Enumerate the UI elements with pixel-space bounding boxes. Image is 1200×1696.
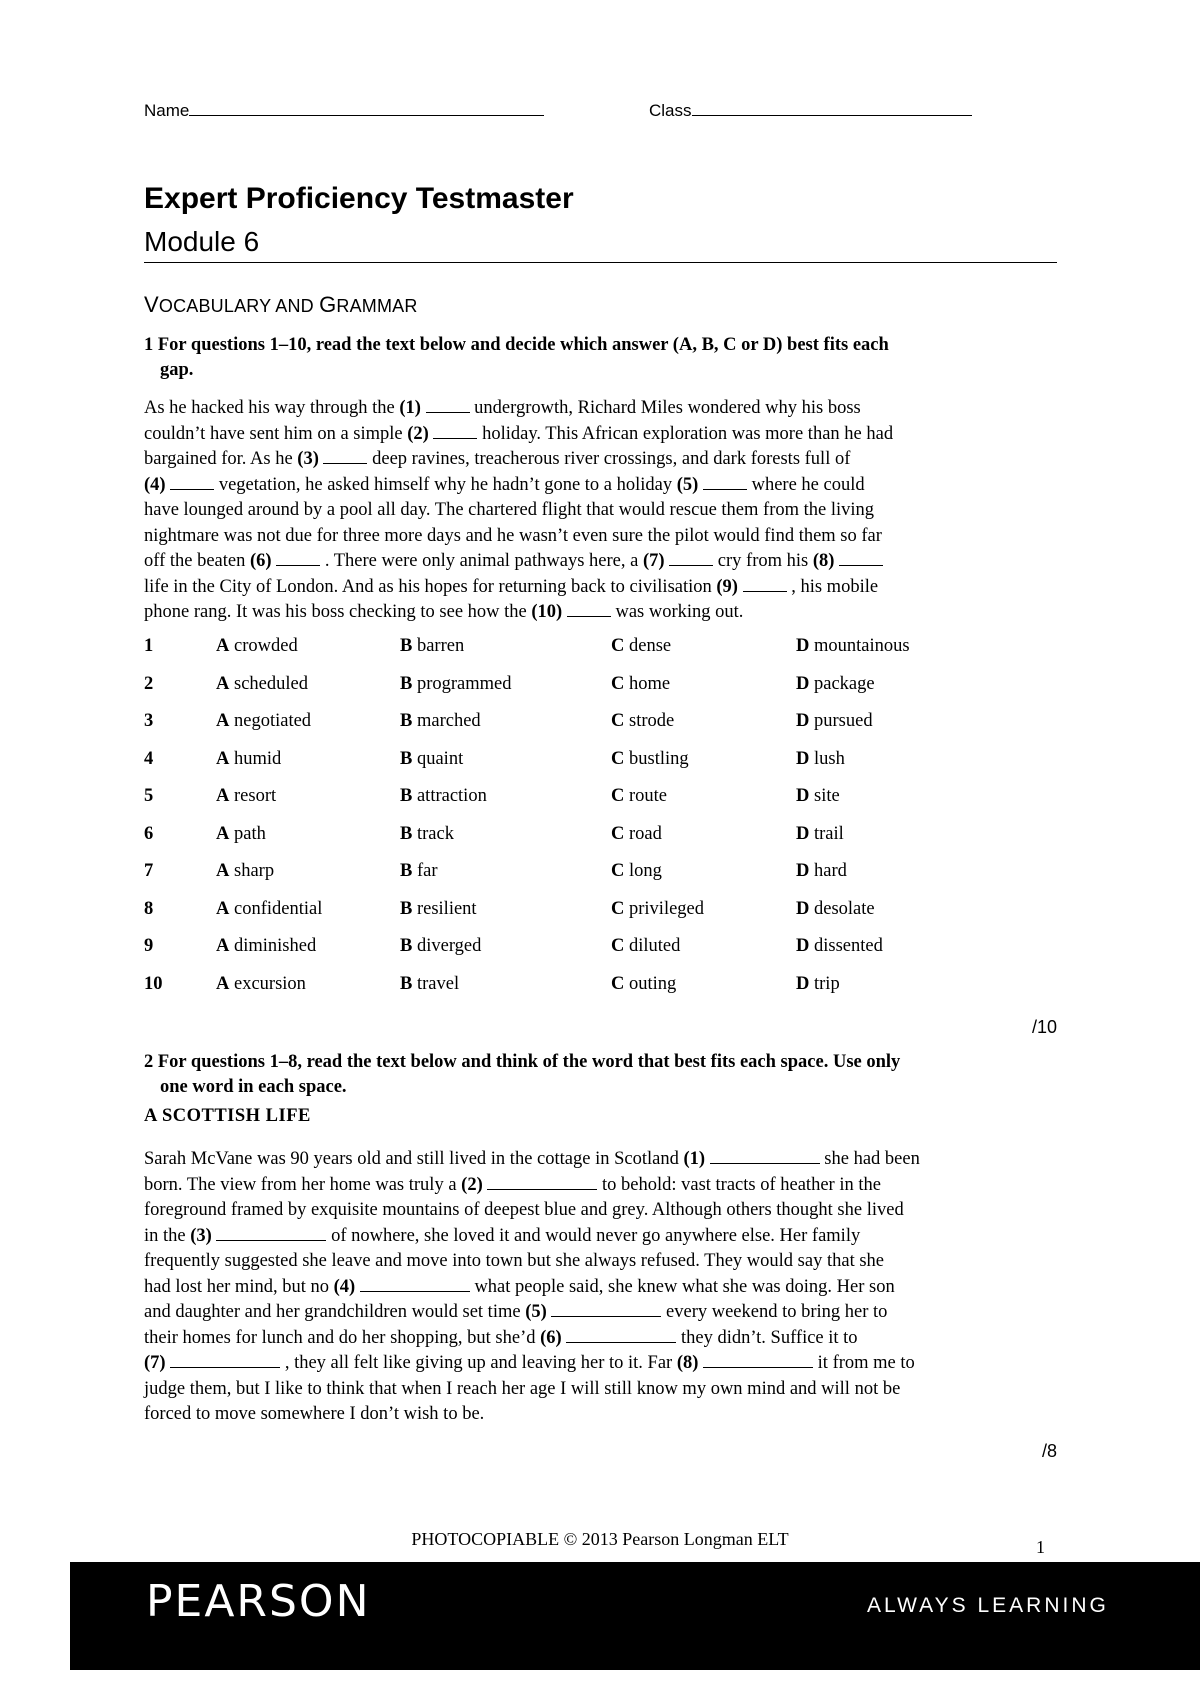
option-d[interactable]: D pursued <box>796 711 873 731</box>
gap-5[interactable] <box>703 474 747 490</box>
gap-7[interactable] <box>170 1352 280 1368</box>
option-d[interactable]: D package <box>796 673 875 694</box>
option-a[interactable]: A diminished <box>216 936 317 956</box>
gap-10[interactable] <box>567 601 611 617</box>
option-a[interactable]: A path <box>216 823 266 844</box>
class-field[interactable] <box>692 101 972 116</box>
option-a[interactable]: A scheduled <box>216 673 308 694</box>
question-number: 5 <box>144 786 154 806</box>
gap-8[interactable] <box>839 550 883 566</box>
q1-passage: As he hacked his way through the (1) undergrowth, Richard Miles wondered why his boss couldn’t have sent him on a simple (2) holiday. This African exploration was more than he had bargained for. As he (3) deep ravines, treacherous river crossings, and dark forests full of (4) vegetation, he asked himself why he hadn’t gone to a holiday (5) where he could have lounged around by a pool all day. The chartered flight that would rescue them from the living nightmare was not due for three more days and he wasn’t even sure the pilot would find them so far off the beaten (6) . There were only animal pathways here, a (7) cry from his (8) life in the City of London. And as his hopes for returning back to civilisation (9) , his mobile phone rang. It was his boss checking to see how the (10) was working out. <box>144 398 894 622</box>
option-d[interactable]: D mountainous <box>796 636 910 656</box>
option-c[interactable]: C diluted <box>611 936 681 956</box>
name-class-line <box>144 101 692 121</box>
q2-instruction: 2 For questions 1–8, read the text below and think of the word that best fits each space. Use only one word in each space. <box>144 1052 901 1097</box>
option-d[interactable]: D dissented <box>796 936 883 956</box>
option-d[interactable]: D trip <box>796 973 840 994</box>
option-b[interactable]: B diverged <box>400 936 482 956</box>
gap-4[interactable] <box>170 474 214 490</box>
gap-3[interactable] <box>323 448 367 464</box>
option-c[interactable]: C bustling <box>611 748 689 769</box>
gap-6[interactable] <box>276 550 320 566</box>
option-b[interactable]: B track <box>400 823 454 844</box>
option-c[interactable]: C route <box>611 786 668 806</box>
question-number: 10 <box>144 973 163 994</box>
question-number: 8 <box>144 898 154 919</box>
gap-3[interactable] <box>216 1225 326 1241</box>
option-c[interactable]: C home <box>611 673 671 694</box>
q2-score: /8 <box>1041 1441 1057 1461</box>
option-b[interactable]: B marched <box>400 711 481 731</box>
option-a[interactable]: A resort <box>216 786 277 806</box>
gap-2[interactable] <box>487 1174 597 1190</box>
question-number: 4 <box>144 748 154 769</box>
option-b[interactable]: B programmed <box>400 673 512 694</box>
name-label: Name <box>144 101 190 120</box>
class-label: Class <box>649 101 692 120</box>
document-title: Expert Proficiency Testmaster <box>144 182 574 215</box>
brand-logo: PEARSON <box>146 1576 371 1627</box>
brand-tagline: ALWAYS LEARNING <box>867 1594 1109 1617</box>
question-number: 6 <box>144 823 154 844</box>
option-d[interactable]: D trail <box>796 823 844 844</box>
gap-1[interactable] <box>710 1148 820 1164</box>
option-d[interactable]: D desolate <box>796 898 875 919</box>
gap-9[interactable] <box>743 576 787 592</box>
option-a[interactable]: A humid <box>216 748 282 769</box>
option-b[interactable]: B attraction <box>400 786 487 806</box>
option-a[interactable]: A crowded <box>216 636 298 656</box>
option-c[interactable]: C outing <box>611 973 677 994</box>
title-divider <box>144 262 1057 263</box>
option-c[interactable]: C privileged <box>611 898 705 919</box>
gap-5[interactable] <box>551 1301 661 1317</box>
q2-passage-title: A SCOTTISH LIFE <box>144 1106 311 1126</box>
module-title: Module 6 <box>144 226 260 257</box>
option-b[interactable]: B far <box>400 861 438 881</box>
page-number: 1 <box>1036 1537 1045 1557</box>
option-d[interactable]: D site <box>796 786 840 806</box>
gap-6[interactable] <box>566 1327 676 1343</box>
option-a[interactable]: A confidential <box>216 898 323 919</box>
question-number: 7 <box>144 861 154 881</box>
q2-passage: Sarah McVane was 90 years old and still lived in the cottage in Scotland (1) she had been born. The view from her home was truly a (2) to behold: vast tracts of heather in the foreground framed by exquisite mountains of deepest blue and grey. Although others thought she lived in the (3) of nowhere, she loved it and would never go anywhere else. Her family frequently suggested she leave and move into town but she always refused. They would say that she had lost her mind, but no (4) what people said, she knew what she was doing. Her son and daughter and her grandchildren would set time (5) every weekend to bring her to their homes for lunch and do her shopping, but she’d (6) they didn’t. Suffice it to (7) , they all felt like giving up and leaving her to it. Far (8) it from me to judge them, but I like to think that when I reach her age I will still know my own mind and will not be forced to move somewhere I don’t wish to be. <box>144 1149 920 1424</box>
option-d[interactable]: D hard <box>796 861 847 881</box>
option-a[interactable]: A excursion <box>216 973 306 994</box>
option-b[interactable]: B resilient <box>400 898 477 919</box>
option-d[interactable]: D lush <box>796 748 845 769</box>
gap-7[interactable] <box>669 550 713 566</box>
option-c[interactable]: C road <box>611 823 662 844</box>
option-c[interactable]: C strode <box>611 711 675 731</box>
option-a[interactable]: A negotiated <box>216 711 312 731</box>
option-b[interactable]: B quaint <box>400 748 464 769</box>
option-b[interactable]: B travel <box>400 973 460 994</box>
option-c[interactable]: C long <box>611 861 662 881</box>
option-a[interactable]: A sharp <box>216 861 275 881</box>
gap-4[interactable] <box>360 1276 470 1292</box>
section-heading: VOCABULARY AND GRAMMAR <box>144 292 418 317</box>
question-number: 9 <box>144 936 154 956</box>
copyright-notice: PHOTOCOPIABLE © 2013 Pearson Longman ELT <box>411 1529 789 1549</box>
gap-2[interactable] <box>433 423 477 439</box>
name-field[interactable] <box>189 101 544 116</box>
gap-8[interactable] <box>703 1352 813 1368</box>
gap-1[interactable] <box>426 397 470 413</box>
question-number: 2 <box>144 673 154 694</box>
question-number: 3 <box>144 711 154 731</box>
question-number: 1 <box>144 636 154 656</box>
q1-instruction: 1 For questions 1–10, read the text below and decide which answer (A, B, C or D) best fits each gap. <box>144 335 889 380</box>
option-b[interactable]: B barren <box>400 636 465 656</box>
q1-score: /10 <box>1031 1017 1057 1037</box>
option-c[interactable]: C dense <box>611 636 672 656</box>
